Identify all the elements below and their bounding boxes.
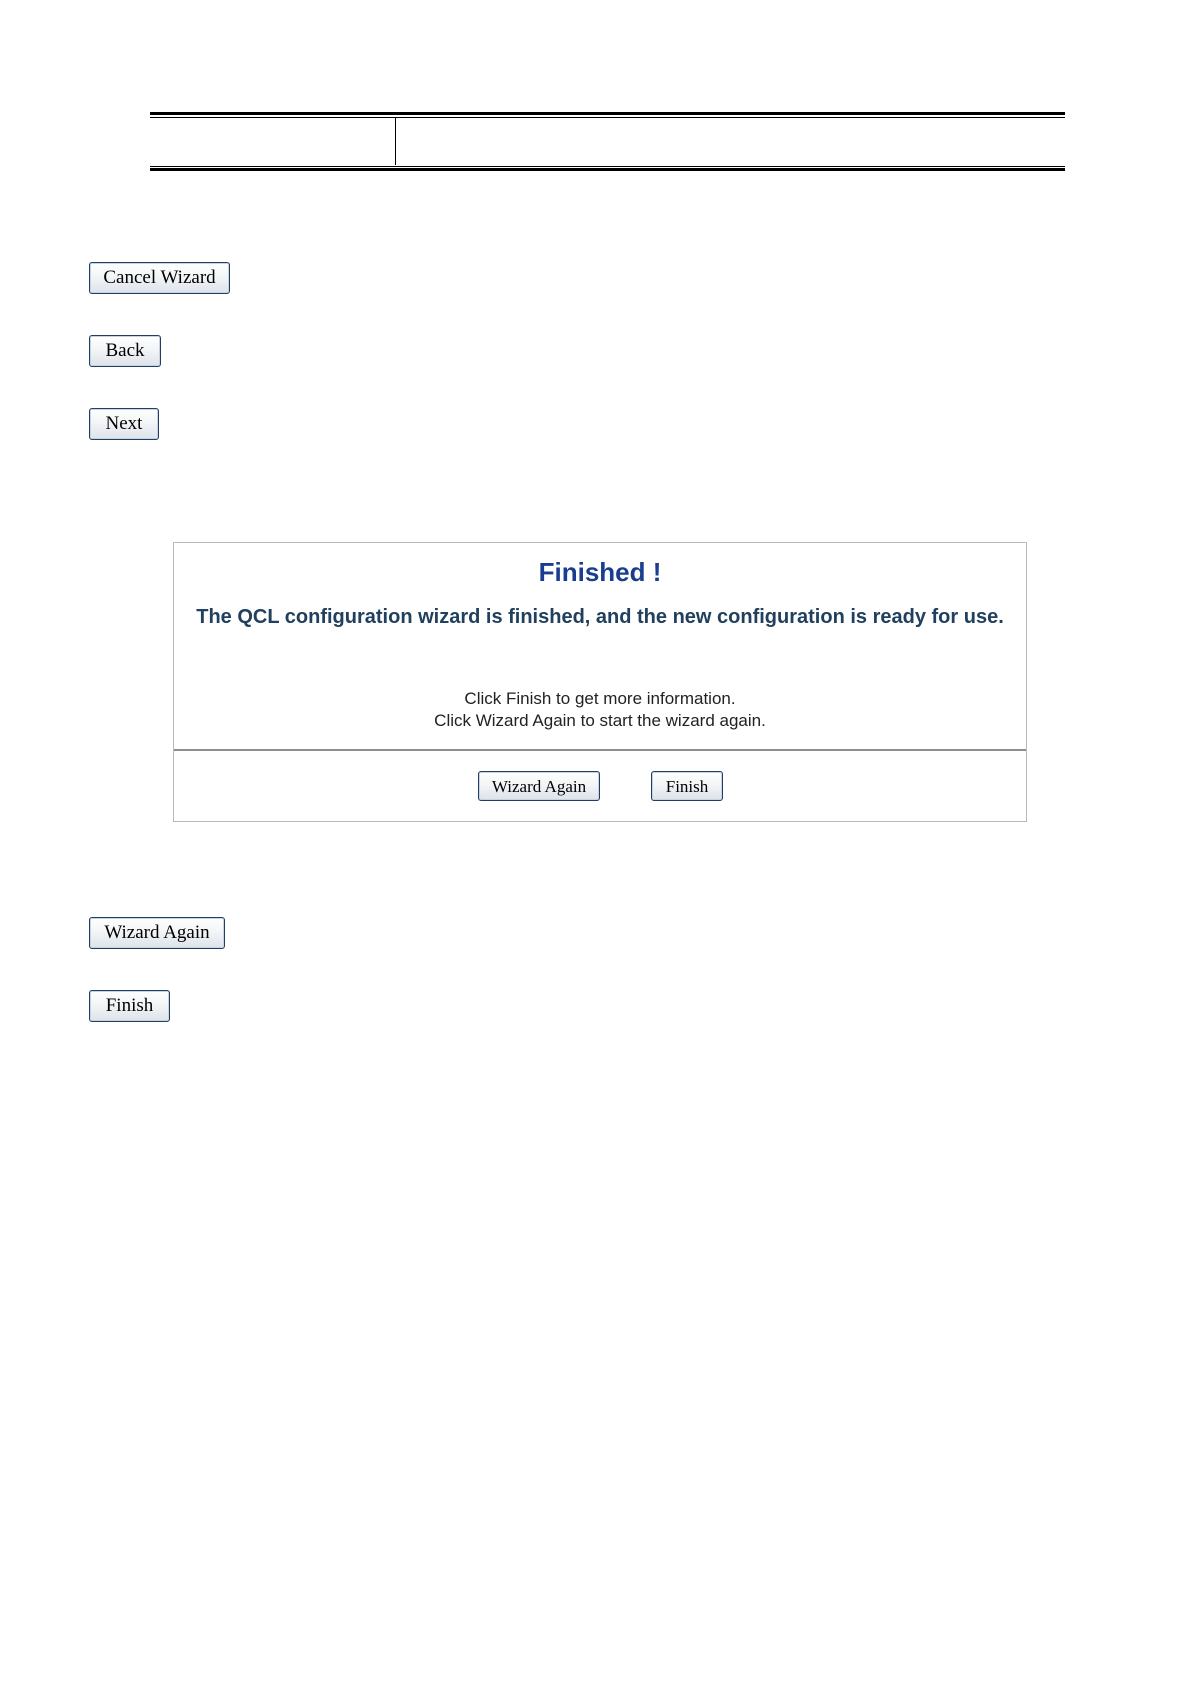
finish-button[interactable]: Finish — [651, 771, 723, 801]
finish-info-line: Click Finish to get more information. — [464, 689, 736, 708]
table-bottom-thin-rule — [150, 166, 1065, 167]
table-top-thin-rule — [150, 117, 1065, 118]
wizard-again-legend-button[interactable]: Wizard Again — [89, 917, 225, 949]
wizard-again-info-line: Click Wizard Again to start the wizard again. — [434, 711, 766, 730]
table-bottom-thick-rule — [150, 168, 1065, 171]
table-column-divider — [395, 118, 396, 165]
panel-divider — [174, 749, 1026, 751]
top-table-fragment — [150, 112, 1065, 171]
wizard-again-button[interactable]: Wizard Again — [478, 771, 600, 801]
table-top-thick-rule — [150, 112, 1065, 115]
cancel-wizard-button[interactable]: Cancel Wizard — [89, 262, 230, 294]
back-button[interactable]: Back — [89, 335, 161, 367]
finish-legend-button[interactable]: Finish — [89, 990, 170, 1022]
finished-title: Finished ! — [538, 557, 662, 587]
finished-subtitle: The QCL configuration wizard is finished, and the new configuration is ready for use. — [196, 606, 1004, 628]
next-button[interactable]: Next — [89, 408, 159, 440]
wizard-finished-panel — [173, 542, 1027, 822]
